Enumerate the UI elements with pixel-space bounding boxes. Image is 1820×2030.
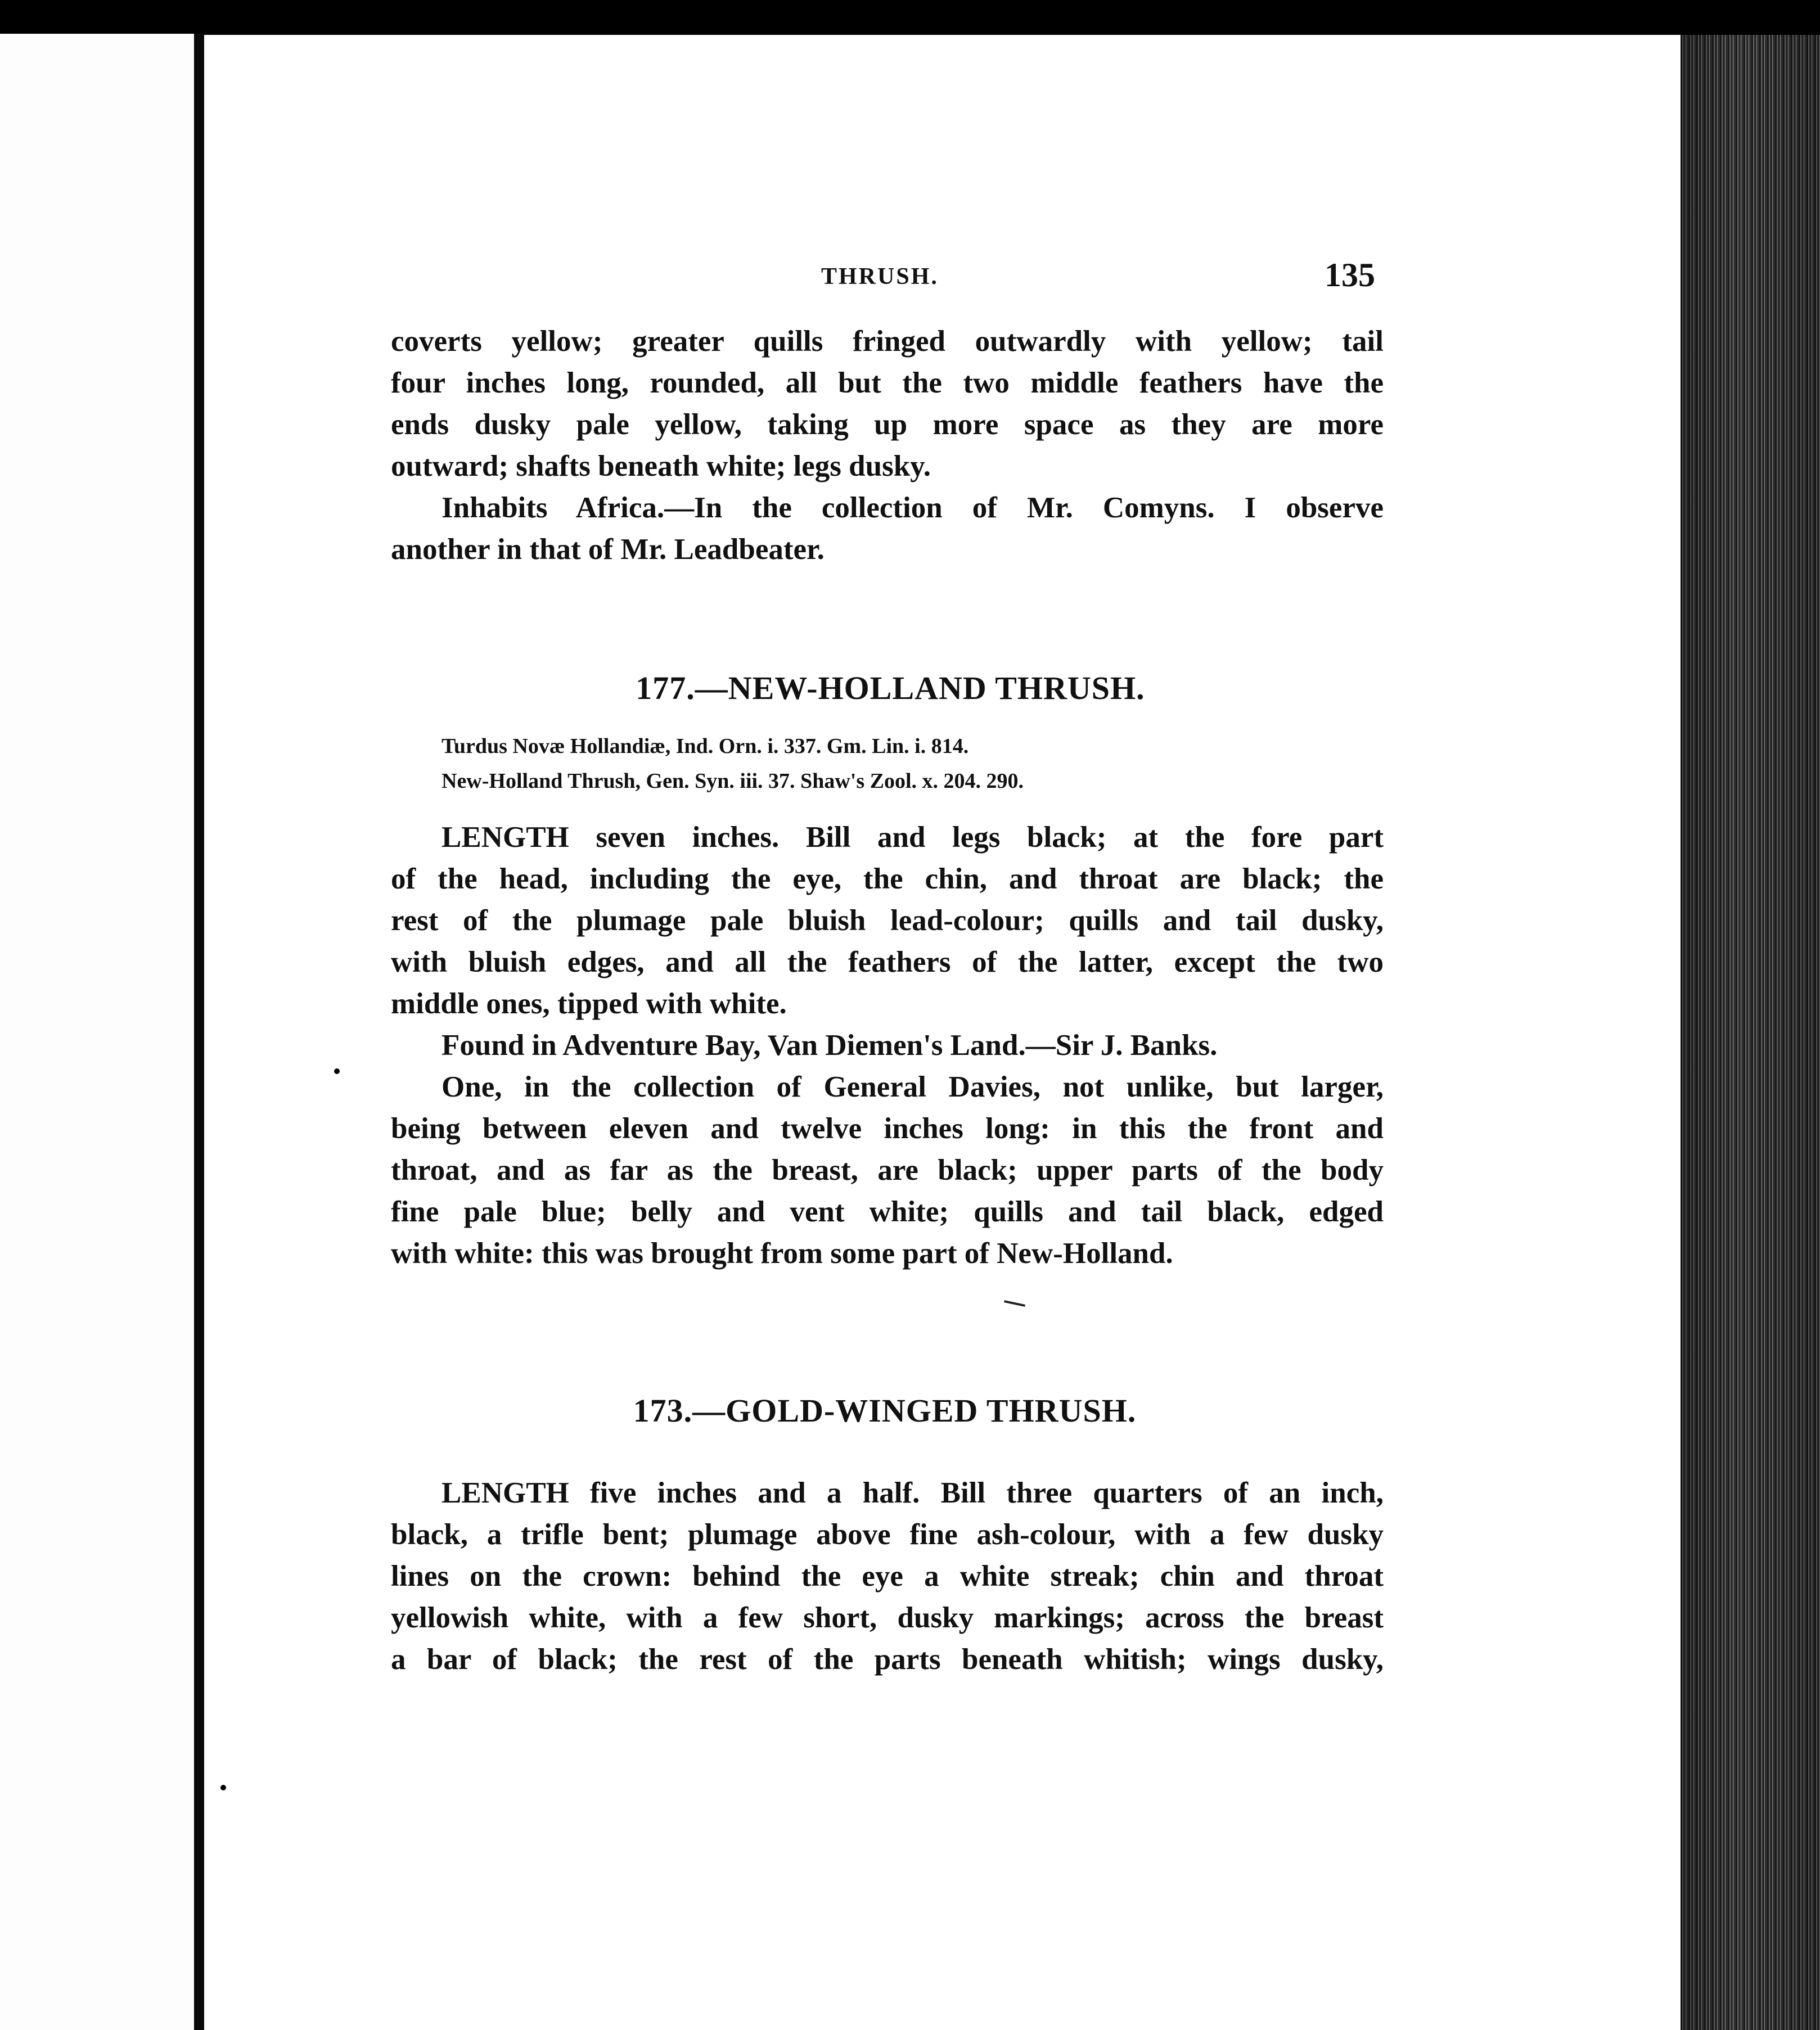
page-fore-edge (1681, 35, 1820, 2030)
text-line: black, a trifle bent; plumage above fine ash-colour, with a few dusky (391, 1518, 1384, 1551)
text-line: outward; shafts beneath white; legs dusky. (391, 450, 931, 482)
text-line: with white: this was brought from some part of New-Holland. (391, 1237, 1173, 1270)
text-line: middle ones, tipped with white. (391, 987, 787, 1020)
locality-paragraph (391, 1025, 1384, 1066)
scan-top-border (0, 0, 1820, 35)
facing-page-blank (0, 34, 194, 2030)
text-line: fine pale blue; belly and vent white; quills and tail black, edged (391, 1196, 1384, 1228)
book-gutter (194, 34, 204, 2030)
text-line: LENGTH seven inches. Bill and legs black; at the fore part (442, 821, 1384, 854)
text-line: four inches long, rounded, all but the two middle feathers have the (391, 367, 1384, 399)
text-line: yellowish white, with a few short, dusky markings; across the breast (391, 1602, 1384, 1634)
text-line: throat, and as far as the breast, are black; upper parts of the body (391, 1154, 1384, 1187)
text-line: One, in the collection of General Davies, not unlike, but larger, (442, 1071, 1384, 1103)
page-number: 135 (1325, 256, 1375, 294)
habitat-paragraph (391, 487, 1384, 570)
text-line: coverts yellow; greater quills fringed outwardly with yellow; tail (391, 325, 1384, 358)
text-line: with bluish edges, and all the feathers of the latter, except the two (391, 946, 1384, 978)
synonymy-line: Turdus Novæ Hollandiæ, Ind. Orn. i. 337. Gm. Lin. i. 814. (442, 734, 969, 758)
text-line: Found in Adventure Bay, Van Diemen's Land.—Sir J. Banks. (442, 1029, 1218, 1062)
text-line: being between eleven and twelve inches long: in this the front and (391, 1112, 1384, 1145)
text-line: of the head, including the eye, the chin, and throat are black; the (391, 863, 1384, 895)
synonymy-line: New-Holland Thrush, Gen. Syn. iii. 37. Shaw's Zool. x. 204. 290. (442, 769, 1024, 793)
description-paragraph (391, 1472, 1384, 1680)
synonymy-177 (442, 729, 1024, 799)
variety-paragraph (391, 1066, 1384, 1274)
description-paragraph (391, 816, 1384, 1025)
section-title-177: 177.—NEW-HOLLAND THRUSH. (636, 670, 1145, 706)
text-line: lines on the crown: behind the eye a white streak; chin and throat (391, 1560, 1384, 1593)
text-line: Inhabits Africa.—In the collection of Mr. Comyns. I observe (442, 491, 1384, 524)
continuation-paragraph (391, 321, 1384, 487)
text-line: ends dusky pale yellow, taking up more space as they are more (391, 408, 1384, 441)
text-line: rest of the plumage pale bluish lead-colour; quills and tail dusky, (391, 904, 1384, 937)
speck-dot (334, 1068, 340, 1074)
section-title-173: 173.—GOLD-WINGED THRUSH. (633, 1392, 1137, 1429)
text-line: LENGTH five inches and a half. Bill three quarters of an inch, (442, 1477, 1384, 1509)
text-line: another in that of Mr. Leadbeater. (391, 533, 825, 566)
speck-dot (220, 1785, 226, 1790)
text-line: a bar of black; the rest of the parts beneath whitish; wings dusky, (391, 1643, 1384, 1676)
running-head: THRUSH. (821, 264, 939, 290)
